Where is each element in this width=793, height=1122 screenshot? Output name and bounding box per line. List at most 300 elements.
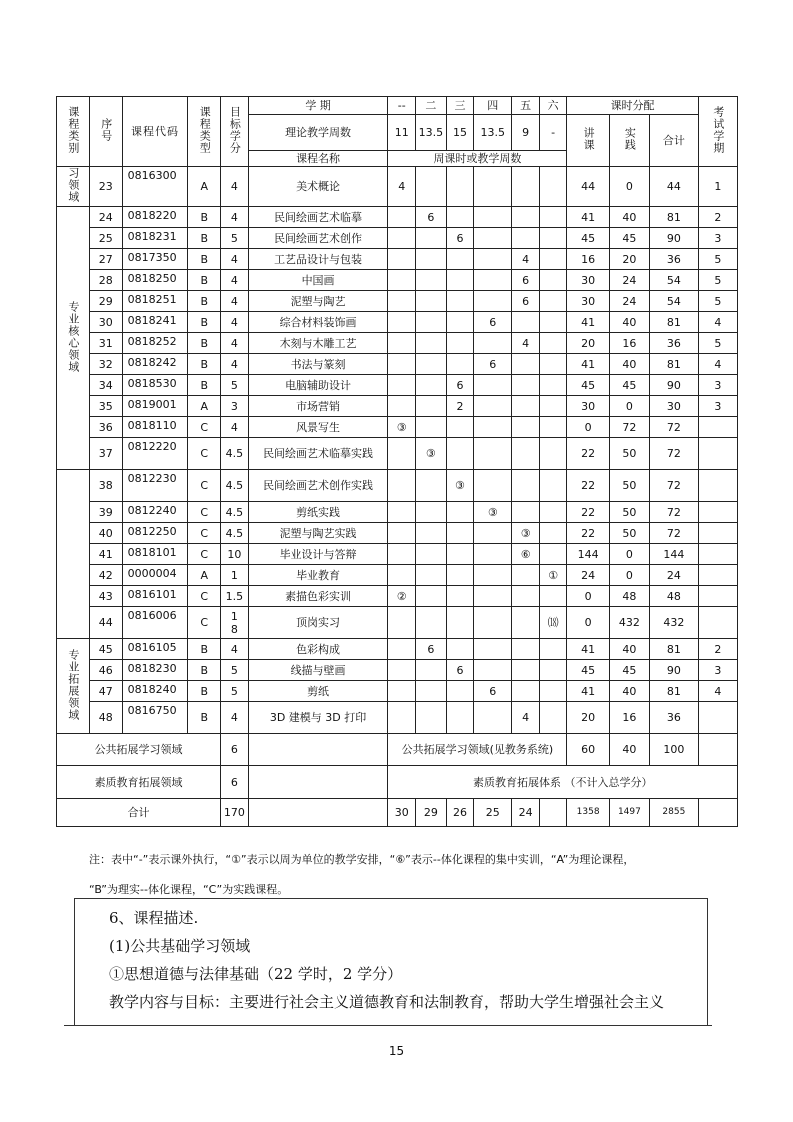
cell-pra: 45: [609, 228, 649, 249]
total-t5: 24: [512, 799, 540, 827]
cell-exam: 3: [698, 396, 737, 417]
total-lecture: 1358: [567, 799, 609, 827]
cell-no: 25: [89, 228, 122, 249]
cell-t3: [446, 639, 474, 660]
cell-pra: 50: [609, 502, 649, 523]
cell-exam: 2: [698, 207, 737, 228]
cell-type: B: [188, 681, 221, 702]
cell-no: 45: [89, 639, 122, 660]
total-blank: [248, 799, 388, 827]
cell-t4: [474, 702, 512, 734]
cell-name: 中国画: [248, 270, 388, 291]
cell-t3: 6: [446, 660, 474, 681]
table-row: [57, 396, 738, 417]
public-ext-credit: 6: [221, 734, 249, 766]
cell-t4: [474, 207, 512, 228]
table-row: [57, 502, 738, 523]
header-weeks-1: 11: [388, 115, 416, 151]
cell-t6: [539, 375, 567, 396]
cell-t1: [388, 702, 416, 734]
description-sub1: (1)公共基础学习领域: [109, 937, 251, 955]
group-cell: [57, 470, 90, 639]
cell-pra: 50: [609, 470, 649, 502]
cell-t6: [539, 333, 567, 354]
cell-t3: [446, 270, 474, 291]
cell-t5: [512, 354, 540, 375]
cell-code: 0812220: [122, 438, 188, 470]
cell-tot: 72: [650, 523, 699, 544]
cell-t5: 6: [512, 291, 540, 312]
cell-t3: [446, 681, 474, 702]
header-weeks-label: 理论教学周数: [248, 115, 388, 151]
cell-tot: 44: [650, 167, 699, 207]
cell-exam: [698, 417, 737, 438]
curriculum-table: [56, 96, 738, 827]
cell-credit: 18: [221, 607, 249, 639]
public-ext-total: 100: [650, 734, 699, 766]
header-term-1: --: [388, 97, 416, 115]
cell-exam: 4: [698, 312, 737, 333]
cell-credit: 4: [221, 639, 249, 660]
cell-exam: [698, 586, 737, 607]
cell-t6: [539, 438, 567, 470]
cell-credit: 5: [221, 375, 249, 396]
header-weeks-3: 15: [446, 115, 474, 151]
cell-t6: [539, 354, 567, 375]
cell-t1: [388, 438, 416, 470]
header-term-label: 学 期: [248, 97, 388, 115]
cell-tot: 81: [650, 681, 699, 702]
cell-t4: 6: [474, 312, 512, 333]
cell-t4: [474, 544, 512, 565]
cell-name: 民间绘画艺术临摹实践: [248, 438, 388, 470]
cell-credit: 1.5: [221, 586, 249, 607]
cell-exam: 5: [698, 333, 737, 354]
cell-t5: [512, 375, 540, 396]
cell-t4: ③: [474, 502, 512, 523]
cell-credit: 4.5: [221, 502, 249, 523]
cell-exam: 3: [698, 660, 737, 681]
cell-credit: 4: [221, 702, 249, 734]
cell-t3: [446, 312, 474, 333]
header-term-5: 五: [512, 97, 540, 115]
cell-type: A: [188, 396, 221, 417]
cell-t5: [512, 470, 540, 502]
cell-t4: [474, 396, 512, 417]
cell-name: 剪纸: [248, 681, 388, 702]
cell-t1: [388, 544, 416, 565]
cell-lec: 144: [567, 544, 609, 565]
cell-t4: [474, 660, 512, 681]
cell-credit: 4: [221, 270, 249, 291]
cell-t1: [388, 207, 416, 228]
cell-code: 0818241: [122, 312, 188, 333]
cell-t4: [474, 470, 512, 502]
description-heading: 6、课程描述.: [109, 909, 199, 927]
cell-t6: [539, 291, 567, 312]
cell-t4: [474, 565, 512, 586]
cell-t3: [446, 291, 474, 312]
cell-no: 39: [89, 502, 122, 523]
cell-name: 市场营销: [248, 396, 388, 417]
header-lecture: 讲课: [567, 115, 609, 167]
cell-credit: 4: [221, 207, 249, 228]
cell-t5: ③: [512, 523, 540, 544]
cell-name: 木刻与木雕工艺: [248, 333, 388, 354]
table-row: [57, 312, 738, 333]
table-row: [57, 207, 738, 228]
cell-no: 46: [89, 660, 122, 681]
cell-t3: 6: [446, 375, 474, 396]
cell-type: C: [188, 607, 221, 639]
cell-name: 剪纸实践: [248, 502, 388, 523]
cell-t6: [539, 702, 567, 734]
cell-exam: [698, 565, 737, 586]
cell-tot: 72: [650, 470, 699, 502]
footnote-line-1: 注：表中“-”表示课外执行，“①”表示以周为单位的教学安排，“⑥”表示--体化课程的集中实训，“A”为理论课程，: [89, 853, 635, 866]
cell-t1: ②: [388, 586, 416, 607]
cell-t3: [446, 502, 474, 523]
cell-t2: [416, 523, 447, 544]
cell-lec: 30: [567, 270, 609, 291]
cell-t4: [474, 607, 512, 639]
header-type: 课程类型: [188, 97, 221, 167]
footnote-line-2: “B”为理实--体化课程，“C”为实践课程。: [89, 883, 289, 896]
cell-t5: [512, 207, 540, 228]
cell-t1: 4: [388, 167, 416, 207]
cell-t2: [416, 681, 447, 702]
cell-credit: 1: [221, 565, 249, 586]
cell-credit: 5: [221, 660, 249, 681]
cell-type: C: [188, 417, 221, 438]
cell-code: 0812240: [122, 502, 188, 523]
quality-ext-label: 素质教育拓展领域: [57, 766, 221, 799]
cell-t4: [474, 249, 512, 270]
cell-t2: [416, 417, 447, 438]
bottom-rule: [64, 1025, 712, 1026]
cell-lec: 41: [567, 639, 609, 660]
cell-name: 综合材料装饰画: [248, 312, 388, 333]
table-row: [57, 438, 738, 470]
cell-name: 泥塑与陶艺实践: [248, 523, 388, 544]
cell-t3: [446, 354, 474, 375]
cell-t2: [416, 470, 447, 502]
cell-no: 40: [89, 523, 122, 544]
cell-pra: 0: [609, 565, 649, 586]
cell-t1: [388, 523, 416, 544]
cell-t5: [512, 639, 540, 660]
cell-lec: 0: [567, 586, 609, 607]
cell-lec: 30: [567, 396, 609, 417]
cell-exam: [698, 438, 737, 470]
cell-t6: [539, 417, 567, 438]
cell-lec: 0: [567, 417, 609, 438]
cell-t2: 6: [416, 207, 447, 228]
cell-t1: [388, 333, 416, 354]
cell-name: 毕业教育: [248, 565, 388, 586]
cell-t1: [388, 228, 416, 249]
cell-t5: 6: [512, 270, 540, 291]
cell-name: 民间绘画艺术创作: [248, 228, 388, 249]
cell-tot: 432: [650, 607, 699, 639]
cell-t2: [416, 565, 447, 586]
description-text1: 教学内容与目标：主要进行社会主义道德教育和法制教育，帮助大学生增强社会主义: [109, 993, 665, 1011]
cell-t4: [474, 523, 512, 544]
cell-code: 0818251: [122, 291, 188, 312]
cell-pra: 432: [609, 607, 649, 639]
cell-t4: 6: [474, 681, 512, 702]
cell-lec: 16: [567, 249, 609, 270]
cell-t6: [539, 312, 567, 333]
cell-code: 0818231: [122, 228, 188, 249]
total-exam: [698, 799, 737, 827]
cell-lec: 45: [567, 375, 609, 396]
cell-t2: [416, 660, 447, 681]
cell-code: 0816101: [122, 586, 188, 607]
public-ext-label: 公共拓展学习领域: [57, 734, 221, 766]
table-row: [57, 375, 738, 396]
cell-t3: [446, 523, 474, 544]
cell-t3: [446, 565, 474, 586]
cell-type: B: [188, 375, 221, 396]
cell-t1: [388, 639, 416, 660]
cell-t5: [512, 681, 540, 702]
cell-credit: 5: [221, 681, 249, 702]
cell-exam: 3: [698, 228, 737, 249]
cell-code: 0818250: [122, 270, 188, 291]
total-credit: 170: [221, 799, 249, 827]
cell-no: 42: [89, 565, 122, 586]
cell-pra: 0: [609, 167, 649, 207]
cell-no: 35: [89, 396, 122, 417]
cell-lec: 24: [567, 565, 609, 586]
cell-t3: [446, 607, 474, 639]
cell-no: 23: [89, 167, 122, 207]
cell-t6: ⒅: [539, 607, 567, 639]
cell-pra: 40: [609, 354, 649, 375]
cell-name: 民间绘画艺术临摹: [248, 207, 388, 228]
cell-type: C: [188, 438, 221, 470]
table-row: [57, 639, 738, 660]
cell-no: 41: [89, 544, 122, 565]
cell-pra: 0: [609, 544, 649, 565]
table-row: [57, 681, 738, 702]
cell-t3: [446, 438, 474, 470]
cell-t5: 4: [512, 702, 540, 734]
cell-pra: 72: [609, 417, 649, 438]
cell-name: 民间绘画艺术创作实践: [248, 470, 388, 502]
cell-type: A: [188, 565, 221, 586]
cell-t3: [446, 586, 474, 607]
cell-pra: 40: [609, 312, 649, 333]
public-ext-blank: [248, 734, 388, 766]
cell-t5: [512, 167, 540, 207]
cell-t6: ①: [539, 565, 567, 586]
cell-lec: 22: [567, 438, 609, 470]
cell-name: 工艺品设计与包装: [248, 249, 388, 270]
cell-t4: [474, 417, 512, 438]
cell-exam: 5: [698, 291, 737, 312]
total-practice: 1497: [609, 799, 649, 827]
cell-t2: [416, 396, 447, 417]
cell-t1: [388, 470, 416, 502]
header-term-4: 四: [474, 97, 512, 115]
cell-no: 38: [89, 470, 122, 502]
cell-tot: 81: [650, 354, 699, 375]
cell-type: B: [188, 702, 221, 734]
cell-lec: 41: [567, 354, 609, 375]
cell-exam: 5: [698, 249, 737, 270]
cell-no: 27: [89, 249, 122, 270]
public-extension-row: [57, 734, 738, 766]
cell-t3: [446, 333, 474, 354]
cell-tot: 90: [650, 375, 699, 396]
total-t2: 29: [416, 799, 447, 827]
cell-t5: [512, 565, 540, 586]
cell-no: 32: [89, 354, 122, 375]
cell-code: 0818252: [122, 333, 188, 354]
cell-lec: 22: [567, 470, 609, 502]
cell-name: 书法与篆刻: [248, 354, 388, 375]
cell-pra: 50: [609, 523, 649, 544]
cell-code: 0816300: [122, 167, 188, 207]
total-t3: 26: [446, 799, 474, 827]
cell-t1: [388, 681, 416, 702]
table-row: [57, 470, 738, 502]
table-row: [57, 607, 738, 639]
cell-tot: 72: [650, 502, 699, 523]
cell-t1: [388, 312, 416, 333]
cell-code: 0818240: [122, 681, 188, 702]
cell-t6: [539, 396, 567, 417]
cell-type: C: [188, 523, 221, 544]
cell-lec: 22: [567, 523, 609, 544]
header-weeks-5: 9: [512, 115, 540, 151]
header-credits: 目标学分: [221, 97, 249, 167]
cell-name: 线描与壁画: [248, 660, 388, 681]
cell-pra: 16: [609, 702, 649, 734]
cell-t5: [512, 660, 540, 681]
cell-t6: [539, 544, 567, 565]
public-ext-lecture: 60: [567, 734, 609, 766]
header-term-6: 六: [539, 97, 567, 115]
cell-name: 毕业设计与答辩: [248, 544, 388, 565]
table-row: [57, 333, 738, 354]
cell-t1: [388, 291, 416, 312]
cell-t5: [512, 396, 540, 417]
quality-ext-credit: 6: [221, 766, 249, 799]
cell-type: B: [188, 249, 221, 270]
cell-type: C: [188, 586, 221, 607]
cell-credit: 4: [221, 354, 249, 375]
cell-lec: 41: [567, 207, 609, 228]
cell-code: 0816006: [122, 607, 188, 639]
table-row: [57, 270, 738, 291]
cell-credit: 4: [221, 291, 249, 312]
cell-t2: [416, 502, 447, 523]
cell-t1: [388, 354, 416, 375]
cell-exam: [698, 544, 737, 565]
cell-tot: 24: [650, 565, 699, 586]
cell-t1: [388, 375, 416, 396]
header-total: 合计: [650, 115, 699, 167]
cell-no: 30: [89, 312, 122, 333]
cell-no: 28: [89, 270, 122, 291]
cell-type: B: [188, 354, 221, 375]
cell-exam: 4: [698, 354, 737, 375]
cell-type: B: [188, 660, 221, 681]
cell-type: C: [188, 470, 221, 502]
cell-no: 29: [89, 291, 122, 312]
cell-t3: [446, 544, 474, 565]
cell-type: B: [188, 291, 221, 312]
cell-credit: 10: [221, 544, 249, 565]
cell-t2: [416, 607, 447, 639]
cell-pra: 48: [609, 586, 649, 607]
cell-t3: [446, 417, 474, 438]
cell-t2: [416, 270, 447, 291]
cell-t1: [388, 502, 416, 523]
cell-lec: 45: [567, 660, 609, 681]
cell-t6: [539, 660, 567, 681]
cell-t5: [512, 502, 540, 523]
cell-pra: 24: [609, 291, 649, 312]
cell-no: 31: [89, 333, 122, 354]
table-row: [57, 249, 738, 270]
cell-t2: [416, 167, 447, 207]
table-row: [57, 586, 738, 607]
cell-t5: ⑥: [512, 544, 540, 565]
quality-ext-blank: [248, 766, 388, 799]
cell-code: 0818101: [122, 544, 188, 565]
cell-credit: 4: [221, 312, 249, 333]
cell-t6: [539, 249, 567, 270]
cell-t4: [474, 639, 512, 660]
header-term-3: 三: [446, 97, 474, 115]
cell-t2: [416, 375, 447, 396]
group-cell: 专业核心领域: [57, 207, 90, 470]
cell-code: 0818220: [122, 207, 188, 228]
total-row: [57, 799, 738, 827]
cell-code: 0818242: [122, 354, 188, 375]
cell-code: 0816750: [122, 702, 188, 734]
cell-t4: 6: [474, 354, 512, 375]
cell-t3: [446, 167, 474, 207]
cell-exam: 3: [698, 375, 737, 396]
cell-t4: [474, 333, 512, 354]
cell-type: C: [188, 544, 221, 565]
cell-t3: 6: [446, 228, 474, 249]
table-row: [57, 291, 738, 312]
cell-credit: 5: [221, 228, 249, 249]
cell-t2: [416, 544, 447, 565]
cell-no: 48: [89, 702, 122, 734]
cell-t6: [539, 502, 567, 523]
cell-t6: [539, 681, 567, 702]
cell-credit: 4: [221, 417, 249, 438]
cell-code: 0818530: [122, 375, 188, 396]
header-weeks-2: 13.5: [416, 115, 447, 151]
cell-t5: 4: [512, 333, 540, 354]
cell-t2: 6: [416, 639, 447, 660]
header-exam: 考试学期: [698, 97, 737, 167]
header-code: 课程代码: [122, 97, 188, 167]
cell-name: 顶岗实习: [248, 607, 388, 639]
cell-code: 0817350: [122, 249, 188, 270]
cell-exam: 4: [698, 681, 737, 702]
cell-tot: 90: [650, 228, 699, 249]
header-term-2: 二: [416, 97, 447, 115]
